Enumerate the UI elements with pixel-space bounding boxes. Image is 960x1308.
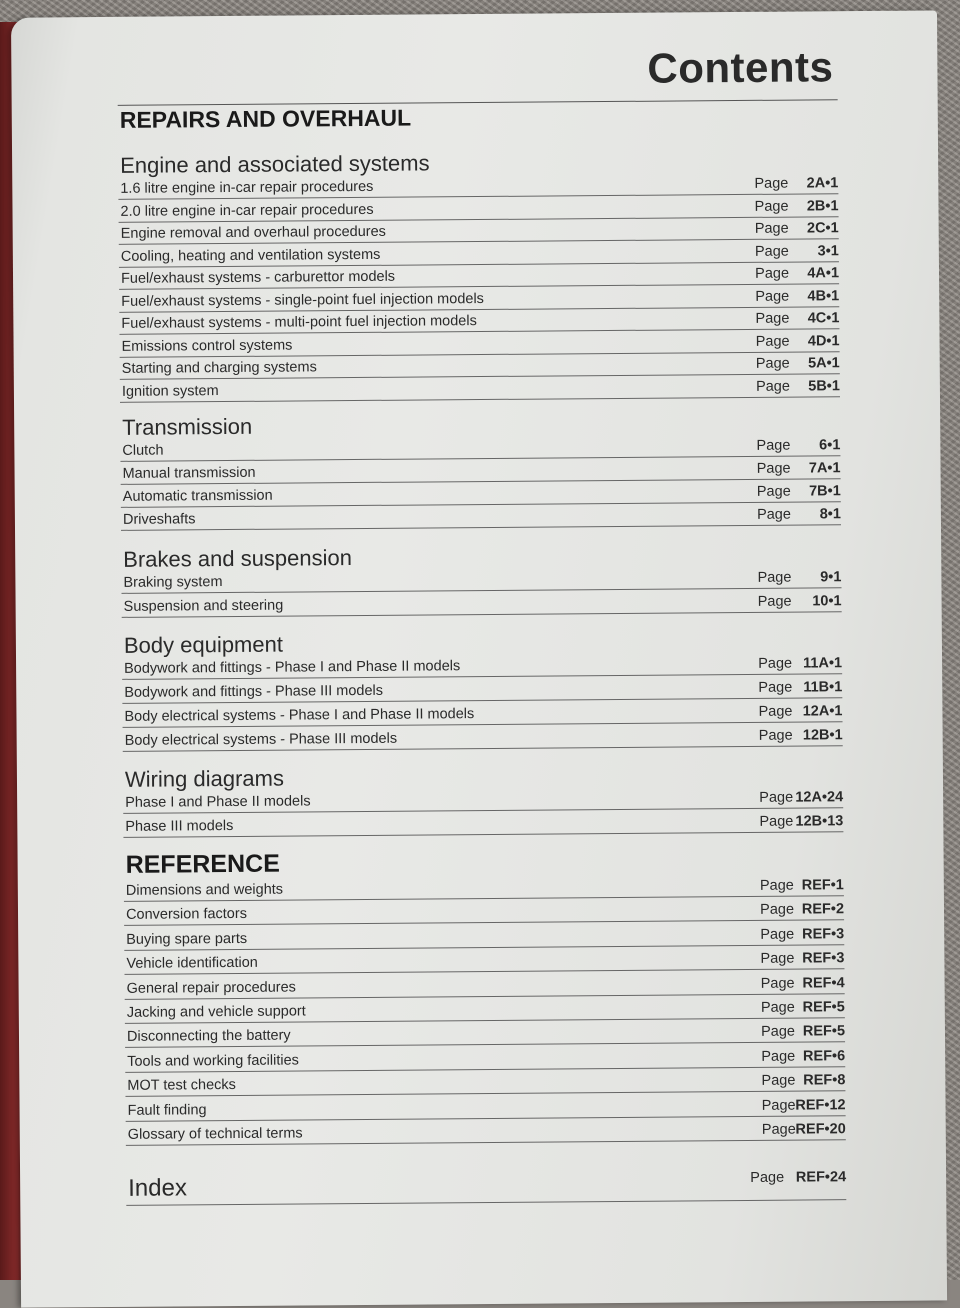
page-number: 4C•1: [807, 310, 840, 327]
entry-label: Cooling, heating and ventilation systems: [120, 246, 381, 265]
page-word: Page: [758, 655, 793, 672]
index-entry: [126, 1169, 846, 1206]
page-number: 2A•1: [806, 175, 839, 192]
page-number: 12A•1: [802, 703, 843, 720]
page-word: Page: [756, 437, 791, 454]
entry-label: Fault finding: [127, 1101, 207, 1119]
page-number: 11B•1: [803, 679, 843, 696]
page-number: REF•3: [802, 950, 845, 967]
section-heading: Wiring diagrams: [124, 765, 285, 792]
page-word: Page: [754, 198, 789, 215]
page-word: Page: [760, 950, 795, 968]
page-number: REF•2: [801, 901, 845, 918]
page-number: REF•5: [802, 999, 845, 1016]
entry-label: MOT test checks: [127, 1077, 236, 1095]
section-heading: Engine and associated systems: [120, 150, 430, 178]
title-rule: [118, 99, 838, 106]
page-number: REF•20: [795, 1121, 846, 1138]
page-number: 7B•1: [808, 483, 841, 500]
index-label: Index: [128, 1174, 188, 1202]
book-page: [11, 10, 947, 1307]
entry-label: Braking system: [123, 574, 223, 591]
page-number: 2C•1: [806, 220, 839, 237]
page-word: Page: [754, 220, 789, 237]
entry-label: Manual transmission: [122, 464, 256, 482]
page-word: Page: [760, 975, 795, 992]
entry-label: 1.6 litre engine in-car repair procedures: [120, 178, 374, 197]
page-word: Page: [755, 288, 790, 305]
section-heading: Body equipment: [123, 631, 284, 658]
section-heading: Brakes and suspension: [123, 545, 353, 572]
entry-label: Disconnecting the battery: [126, 1027, 291, 1046]
page-word: Page: [759, 877, 794, 894]
page-word: Page: [756, 483, 791, 500]
entry-label: Starting and charging systems: [121, 359, 317, 377]
entry-label: Dimensions and weights: [125, 881, 284, 899]
page-word: Page: [761, 1097, 796, 1114]
page-number: 8•1: [819, 506, 841, 523]
entry-label: 2.0 litre engine in-car repair procedures: [120, 201, 374, 220]
page-number: REF•4: [802, 974, 845, 992]
page-number: 4A•1: [807, 265, 840, 282]
page-word: Page: [759, 813, 794, 830]
page-word: Page: [761, 1048, 796, 1065]
toc-entry: [123, 723, 843, 752]
page-word: Page: [756, 460, 791, 477]
entry-label: Engine removal and overhaul procedures: [120, 223, 386, 242]
entry-label: Vehicle identification: [126, 954, 258, 973]
page-word: Page: [754, 175, 789, 192]
page-number: 10•1: [812, 592, 842, 609]
page-number: 12B•13: [795, 813, 844, 830]
toc-entry: [123, 809, 843, 838]
page-number: REF•1: [801, 877, 844, 894]
entry-label: Phase III models: [125, 817, 234, 835]
entry-label: Clutch: [122, 442, 164, 459]
page-number: REF•24: [795, 1169, 847, 1186]
toc-entry: [122, 589, 842, 618]
page-word: Page: [758, 727, 793, 744]
entry-label: Glossary of technical terms: [127, 1125, 303, 1143]
toc-entry: [121, 502, 841, 531]
page-number: 3•1: [817, 242, 839, 259]
entry-label: Fuel/exhaust systems - multi-point fuel injection models: [121, 313, 477, 332]
toc-entry: [120, 374, 840, 403]
entry-label: Phase I and Phase II models: [125, 793, 311, 811]
reference-entry: [126, 1117, 846, 1146]
entry-label: Ignition system: [121, 382, 219, 400]
page-number: 12A•24: [795, 789, 844, 806]
page-word: Page: [757, 569, 792, 586]
entry-label: Conversion factors: [125, 906, 247, 924]
page-word: Page: [760, 901, 795, 919]
section-heading: Transmission: [122, 413, 253, 440]
page-word: Page: [760, 999, 795, 1016]
entry-label: General repair procedures: [126, 979, 296, 997]
page-number: 7A•1: [808, 460, 841, 477]
page-number: REF•6: [802, 1047, 846, 1065]
page-word: Page: [758, 703, 793, 720]
entry-label: Bodywork and fittings - Phase I and Phase II models: [124, 658, 461, 677]
entry-label: Emissions control systems: [121, 337, 293, 355]
entry-label: Jacking and vehicle support: [126, 1003, 306, 1021]
page-word: Page: [750, 1169, 785, 1186]
page-number: REF•3: [802, 925, 845, 943]
page-word: Page: [759, 789, 794, 806]
page-number: REF•5: [802, 1023, 846, 1040]
page-word: Page: [754, 243, 789, 260]
page-word: Page: [761, 1023, 796, 1041]
page-number: 12B•1: [802, 727, 843, 744]
entry-label: Body electrical systems - Phase I and Phase II models: [124, 706, 475, 725]
page-word: Page: [761, 1121, 796, 1138]
page-word: Page: [758, 679, 793, 696]
page-number: 5A•1: [807, 355, 840, 372]
page-word: Page: [761, 1072, 796, 1090]
page-number: 2B•1: [806, 197, 839, 214]
entry-label: Driveshafts: [122, 511, 196, 528]
page-word: Page: [755, 333, 790, 350]
entry-label: Buying spare parts: [126, 930, 248, 948]
page-number: 4B•1: [807, 287, 840, 304]
page-title: Contents: [647, 43, 834, 92]
reference-heading: REFERENCE: [125, 849, 280, 879]
page-word: Page: [756, 506, 791, 523]
entry-label: Fuel/exhaust systems - carburettor models: [120, 268, 396, 287]
entry-label: Suspension and steering: [123, 597, 284, 615]
page-number: REF•12: [795, 1096, 846, 1114]
entry-label: Body electrical systems - Phase III models: [124, 730, 398, 749]
page-number: 11A•1: [803, 655, 843, 672]
entry-label: Bodywork and fittings - Phase III models: [124, 682, 384, 701]
entry-label: Tools and working facilities: [127, 1052, 299, 1070]
page-word: Page: [757, 593, 792, 610]
page-word: Page: [755, 378, 790, 395]
page-number: 9•1: [820, 569, 842, 586]
page-number: 4D•1: [807, 332, 840, 349]
page-word: Page: [755, 355, 790, 372]
page-word: Page: [755, 310, 790, 327]
page-word: Page: [755, 265, 790, 282]
entry-label: Fuel/exhaust systems - single-point fuel injection models: [121, 290, 484, 310]
page-number: 6•1: [819, 437, 841, 454]
page-word: Page: [760, 926, 795, 943]
page-number: 5B•1: [808, 377, 840, 394]
page-number: REF•8: [803, 1072, 846, 1089]
entry-label: Automatic transmission: [122, 487, 273, 505]
repairs-heading: REPAIRS AND OVERHAUL: [119, 104, 412, 133]
